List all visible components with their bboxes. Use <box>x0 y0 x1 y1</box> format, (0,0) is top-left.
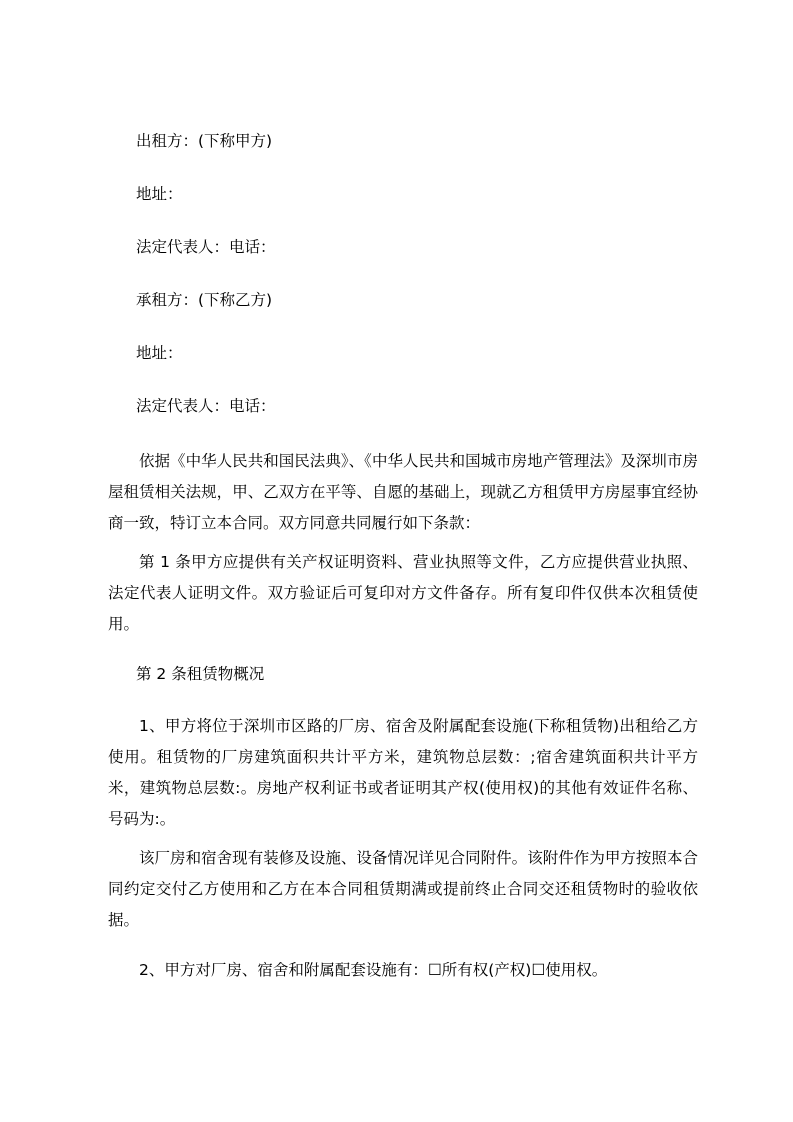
preamble-paragraph: 依据《中华人民共和国民法典》、《中华人民共和国城市房地产管理法》及深圳市房屋租赁相关法规，甲、乙双方在平等、自愿的基础上，现就乙方租赁甲方房屋事宜经协商一致，特订立本合同。双方同意共同履行如下条款： <box>108 452 698 532</box>
lessor-label: 出租方：(下称甲方) <box>136 132 273 150</box>
lessee-address: 地址： <box>136 344 183 362</box>
article-1-paragraph: 第 1 条甲方应提供有关产权证明资料、营业执照等文件，乙方应提供营业执照、法定代表人证明文件。双方验证后可复印对方文件备存。所有复印件仅供本次租赁使用。 <box>108 553 698 633</box>
lessor-address: 地址： <box>136 185 183 203</box>
lessee-label: 承租方：(下称乙方) <box>136 291 273 309</box>
lessor-representative: 法定代表人：电话： <box>136 238 276 256</box>
article-2-item-2: 2、甲方对厂房、宿舍和附属配套设施有：☐所有权(产权)☐使用权。 <box>139 961 608 979</box>
article-2-item-1: 1、甲方将位于深圳市区路的厂房、宿舍及附属配套设施(下称租赁物)出租给乙方使用。租赁物的厂房建筑面积共计平方米，建筑物总层数：;宿舍建筑面积共计平方米，建筑物总层数:。房地产权利证书或者证明其产权(使用权)的其他有效证件名称、号码为:。 <box>108 717 698 828</box>
lessee-representative: 法定代表人：电话： <box>136 397 276 415</box>
article-2-note: 该厂房和宿舍现有装修及设施、设备情况详见合同附件。该附件作为甲方按照本合同约定交付乙方使用和乙方在本合同租赁期满或提前终止合同交还租赁物时的验收依据。 <box>108 849 698 929</box>
article-2-title: 第 2 条租赁物概况 <box>136 665 265 683</box>
